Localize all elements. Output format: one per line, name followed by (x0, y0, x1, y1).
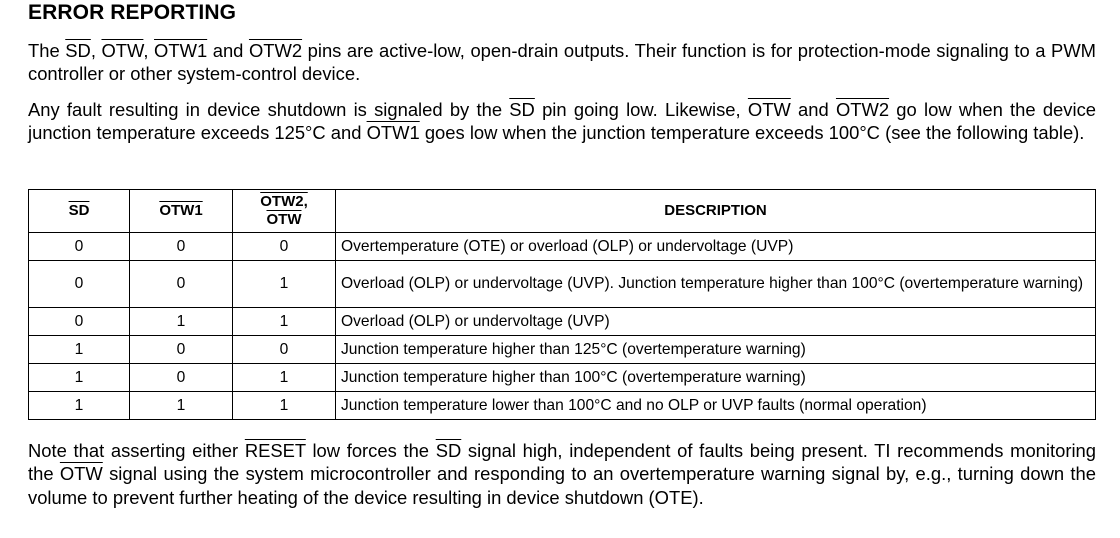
signal-otw1: OTW1 (154, 40, 208, 61)
cell-otw1: 0 (130, 336, 233, 364)
cell-description: Overload (OLP) or undervoltage (UVP) (336, 308, 1096, 336)
header-label: OTW2, (260, 193, 308, 210)
cell-otw2: 1 (233, 308, 336, 336)
text-run: , (90, 40, 102, 61)
text-run: signal high, independent of faults being present. TI recommends monitoring the (28, 440, 1096, 485)
table-row (29, 233, 1096, 261)
header-label: $\overline{SD}$ (68, 202, 90, 219)
header-sd (29, 190, 130, 233)
cell-sd: 0 (29, 233, 130, 261)
cell-description: Overtemperature (OTE) or overload (OLP) or undervoltage (UVP) (336, 233, 1096, 261)
cell-sd: 0 (29, 261, 130, 308)
text-run: pins are active-low, open-drain outputs. Their function is for protection-mode signaling to a PWM controller or other system-control device. (28, 40, 1096, 85)
signal-sd: $\overline{SD}$ (509, 98, 535, 120)
cell-description: Junction temperature higher than 100°C (overtemperature warning) (336, 364, 1096, 392)
signal-otw: $\overline{OTW}$ (101, 40, 144, 61)
cell-otw1: 0 (130, 364, 233, 392)
table-row (29, 364, 1096, 392)
table-row (29, 261, 1096, 308)
text-run: The (28, 40, 66, 61)
header-otw1 (130, 190, 233, 233)
cell-sd: 1 (29, 336, 130, 364)
text-run: goes low when the junction temperature exceeds 100°C (see the following table). (419, 121, 1085, 143)
error-reporting-table (28, 189, 1096, 420)
text-run: go low when the device junction temperature exceeds 125°C and (28, 98, 1096, 143)
text-run: signal using the system microcontroller and responding to an overtemperature warning signal by, e.g., turning down the volume to prevent further heating of the device resulting in device shutdown (OTE). (28, 463, 1096, 508)
text-run: , (143, 40, 155, 61)
signal-otw1: OTW1 (366, 121, 420, 143)
signal-otw: $\overline{OTW}$ (747, 98, 791, 120)
cell-otw2: 0 (233, 336, 336, 364)
cell-otw2: 0 (233, 233, 336, 261)
header-description: DESCRIPTION (336, 190, 1096, 233)
header-label: OTW1 (159, 202, 203, 219)
fault-paragraph (28, 98, 1096, 145)
table-row (29, 392, 1096, 420)
signal-otw2: OTW2 (248, 40, 303, 61)
cell-sd: 0 (29, 308, 130, 336)
cell-otw2: 1 (233, 364, 336, 392)
signal-otw: $\overline{OTW}$ (59, 463, 103, 485)
text-run: and (790, 98, 836, 120)
header-otw2-otw (233, 190, 336, 233)
text-run: pin going low. Likewise, (534, 98, 748, 120)
cell-description: Overload (OLP) or undervoltage (UVP). Junction temperature higher than 100°C (overtemperature warning) (336, 261, 1096, 308)
text-run: low forces the (305, 440, 436, 461)
cell-otw1: 1 (130, 392, 233, 420)
text-run: Note that asserting either (28, 440, 245, 461)
cell-otw2: 1 (233, 392, 336, 420)
note-paragraph (28, 439, 1096, 509)
header-label: $\overline{OTW}$ (266, 211, 302, 228)
signal-sd: $\overline{SD}$ (65, 40, 91, 61)
table-row (29, 336, 1096, 364)
cell-description: Junction temperature higher than 125°C (overtemperature warning) (336, 336, 1096, 364)
cell-otw1: 0 (130, 233, 233, 261)
cell-description: Junction temperature lower than 100°C and no OLP or UVP faults (normal operation) (336, 392, 1096, 420)
table-row (29, 308, 1096, 336)
signal-reset: RESET (244, 440, 306, 461)
section-heading: ERROR REPORTING (28, 1, 237, 24)
signal-otw2: OTW2 (835, 98, 890, 120)
intro-paragraph (28, 39, 1096, 86)
document-page (28, 0, 1096, 508)
cell-otw1: 0 (130, 261, 233, 308)
cell-sd: 1 (29, 364, 130, 392)
text-run: Any fault resulting in device shutdown is signaled by the (28, 98, 510, 120)
signal-sd: $\overline{SD}$ (435, 440, 462, 461)
cell-otw1: 1 (130, 308, 233, 336)
cell-otw2: 1 (233, 261, 336, 308)
cell-sd: 1 (29, 392, 130, 420)
text-run: and (207, 40, 249, 61)
table-header-row (29, 190, 1096, 233)
